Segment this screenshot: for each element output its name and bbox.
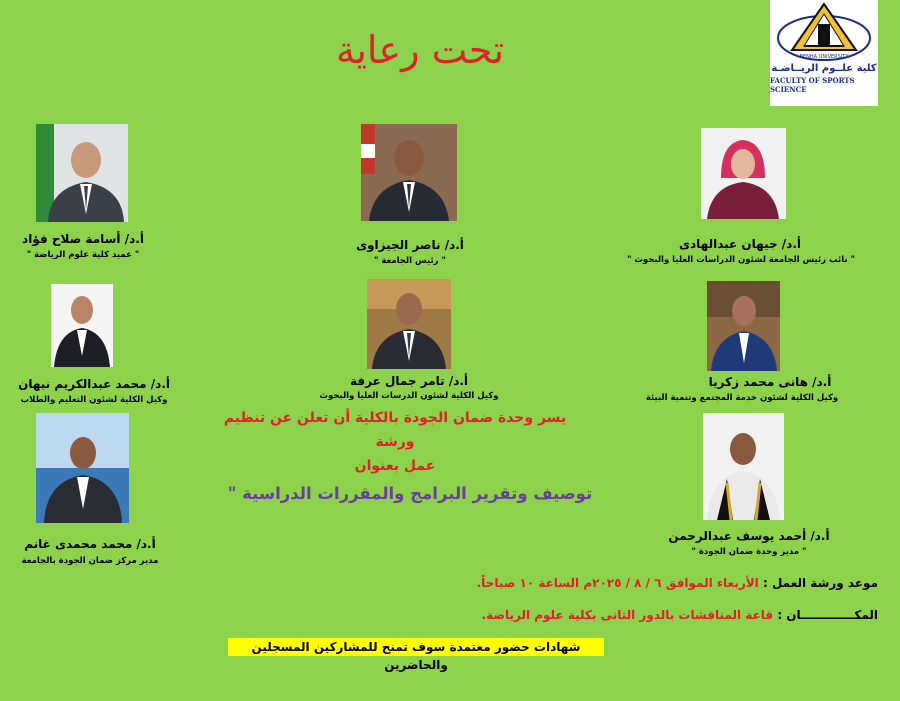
- place-label: المكـــــــــــــان :: [777, 608, 878, 622]
- workshop-time-row: [477, 576, 878, 590]
- svg-text:BENHA UNIVERSITY: BENHA UNIVERSITY: [799, 54, 849, 60]
- logo-arabic-text: كلية علــوم الريــاضـة: [771, 63, 877, 74]
- person-role: مدير مركز ضمان الجودة بالجامعة: [21, 556, 159, 566]
- photo-vice-president: [701, 128, 786, 219]
- certificates-note: شهادات حضور معتمدة سوف تمنح للمشاركين المسجلين والحاضرين: [228, 638, 604, 656]
- logo-english-text: FACULTY OF SPORTS SCIENCE: [770, 76, 855, 94]
- photo-vice-dean-community: [707, 281, 780, 371]
- workshop-place-row: [482, 608, 878, 622]
- photo-university-quality-director: [36, 413, 129, 523]
- place-value: قاعة المناقشات بالدور الثانى بكلية علوم الرياضة.: [481, 608, 774, 622]
- person-role: " رئيس الجامعة ": [374, 256, 446, 266]
- person-name: أ.د/ محمد عبدالكريم نبهان: [18, 377, 170, 391]
- announcement-line-1: يسر وحدة ضمان الجودة بالكلية أن تعلن عن تنظيم ورشة: [223, 410, 567, 450]
- person-role: وكيل الكلية لشئون خدمة المجتمع وتنمية البيئة: [645, 393, 839, 403]
- time-label: موعد ورشة العمل :: [762, 576, 878, 590]
- person-role: وكيل الكلية لشئون التعليم والطلاب: [20, 395, 168, 405]
- announcement-line-2: عمل بعنوان: [354, 458, 436, 474]
- person-name: أ.د/ جيهان عبدالهادى: [678, 237, 801, 251]
- workshop-title: توصيف وتقرير البرامج والمقررات الدراسية ": [227, 484, 593, 503]
- time-value: الأربعاء الموافق ٦ / ٨ / ٢٠٢٥م الساعة ١٠ صباحاً.: [476, 576, 759, 590]
- person-name: أ.د/ محمد محمدى غانم: [24, 537, 156, 551]
- photo-president: [361, 124, 457, 221]
- university-emblem-icon: [774, 0, 874, 62]
- person-name: أ.د/ ناصر الجيزاوى: [356, 238, 464, 252]
- person-name: أ.د/ أسامة صلاح فؤاد: [22, 232, 144, 246]
- announcement: [215, 406, 575, 478]
- person-name: أ.د/ هانى محمد زكريا: [708, 375, 832, 389]
- photo-quality-unit-director: [703, 413, 784, 520]
- person-role: " نائب رئيس الجامعة لشئون الدراسات العليا والبحوث ": [626, 255, 855, 265]
- person-name: أ.د/ تامر جمال عرفة: [349, 374, 469, 388]
- person-role: وكيل الكلية لشئون الدرسات العليا والبحوث: [319, 391, 499, 401]
- photo-vice-dean-education: [51, 284, 113, 367]
- photo-vice-dean-postgrad: [367, 279, 451, 369]
- photo-dean: [36, 124, 128, 222]
- faculty-logo: [770, 0, 878, 106]
- page-title: تحت رعاية: [335, 28, 505, 72]
- person-name: أ.د/ أحمد يوسف عبدالرحمن: [668, 529, 830, 543]
- person-role: " مدير وحدة ضمان الجودة ": [691, 547, 807, 557]
- person-role: " عميد كلية علوم الرياضة ": [26, 250, 140, 260]
